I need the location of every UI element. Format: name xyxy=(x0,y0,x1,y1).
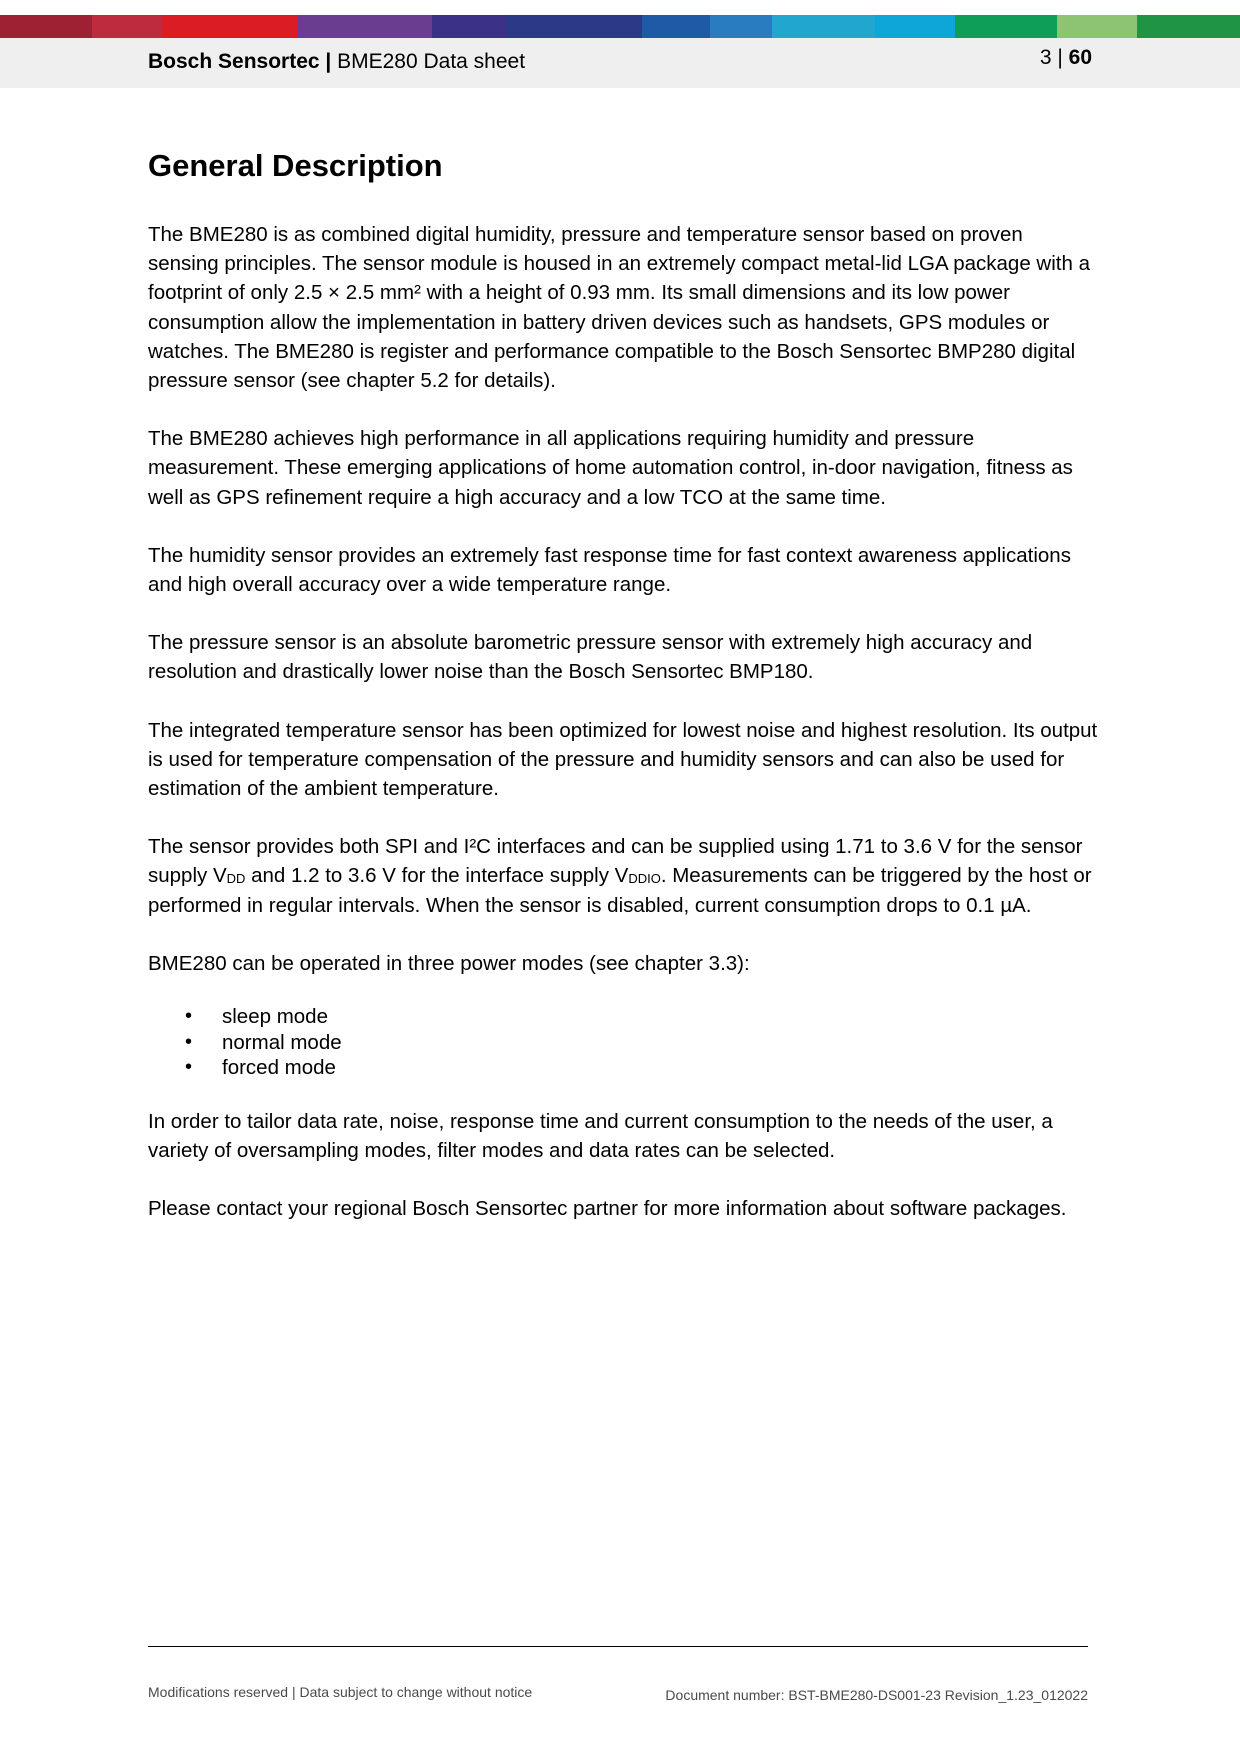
vddio-subscript: DDIO xyxy=(628,871,661,887)
document-title: BME280 Data sheet xyxy=(337,50,526,73)
paragraph-temperature: The integrated temperature sensor has been optimized for lowest noise and highest resolution. Its output is used for temperature compensation of the pressure and humidity sensors and can also be used for estimation of the ambient temperature. xyxy=(148,718,1098,801)
footer-notice: Modifications reserved | Data subject to change without notice xyxy=(148,1684,533,1700)
stripe-segment xyxy=(162,15,297,38)
footer-divider xyxy=(148,1646,1088,1647)
company-name: Bosch Sensortec xyxy=(148,50,320,73)
paragraph-pressure: The pressure sensor is an absolute barometric pressure sensor with extremely high accuracy and resolution and drastically lower noise than the Bosch Sensortec BMP180. xyxy=(148,631,1033,684)
body-content xyxy=(148,220,1098,1252)
stripe-segment xyxy=(432,15,507,38)
paragraph-power-modes: BME280 can be operated in three power modes (see chapter 3.3): xyxy=(148,951,750,975)
stripe-segment xyxy=(297,15,432,38)
brand-color-stripe xyxy=(0,15,1240,38)
stripe-segment xyxy=(0,15,92,38)
paragraph-humidity: The humidity sensor provides an extremely fast response time for fast context awareness applications and high overall accuracy over a wide temperature range. xyxy=(148,543,1071,597)
page-number-separator: | xyxy=(1051,46,1069,69)
stripe-segment xyxy=(507,15,642,38)
page-title: General Description xyxy=(148,148,443,183)
power-modes-list xyxy=(148,1004,1098,1081)
vdd-subscript: DD xyxy=(226,871,246,887)
stripe-segment xyxy=(642,15,710,38)
interfaces-text-2: and 1.2 to 3.6 V for the interface supply V xyxy=(245,864,629,888)
interfaces-text-1: The sensor provides both SPI and I²C interfaces and can be supplied using 1.71 to 3.6 V for the sensor supply V xyxy=(148,835,1083,888)
paragraph-contact: Please contact your regional Bosch Sensortec partner for more information about software packages. xyxy=(148,1196,1067,1220)
footer-document-number: Document number: BST-BME280-DS001-23 Revision_1.23_012022 xyxy=(665,1687,1088,1703)
paragraph-intro: The BME280 is as combined digital humidity, pressure and temperature sensor based on proven sensing principles. The sensor module is housed in an extremely compact metal-lid LGA package with a footprint of only 2.5 × 2.5 mm² with a height of 0.93 mm. Its small dimensions and its low power consumption allow the implementation in battery driven devices such as handsets, GPS modules or watches. The BME280 is register and performance compatible to the Bosch Sensortec BMP280 digital pressure sensor (see chapter 5.2 for details). xyxy=(148,223,1090,393)
list-item: • forced mode xyxy=(148,1055,1098,1081)
stripe-segment xyxy=(92,15,162,38)
page-current: 3 xyxy=(1039,46,1052,69)
stripe-segment xyxy=(875,15,955,38)
paragraph-oversampling: In order to tailor data rate, noise, response time and current consumption to the needs of the user, a variety of oversampling modes, filter modes and data rates can be selected. xyxy=(148,1109,1053,1162)
list-item: • normal mode xyxy=(148,1030,1098,1056)
page-total: 60 xyxy=(1068,46,1092,69)
stripe-segment xyxy=(1057,15,1137,38)
stripe-segment xyxy=(955,15,1057,38)
page-number xyxy=(1040,45,1092,71)
stripe-segment xyxy=(710,15,772,38)
paragraph-performance: The BME280 achieves high performance in all applications requiring humidity and pressure measurement. These emerging applications of home automation control, in-door navigation, fitness as well as GPS refinement require a high accuracy and a low TCO at the same time. xyxy=(148,427,1073,509)
list-item: • sleep mode xyxy=(148,1004,1098,1030)
interfaces-text-3: . Measurements can be triggered by the host or performed in regular intervals. When the sensor is disabled, current consumption drops to 0.1 µA. xyxy=(148,864,1092,917)
header-separator: | xyxy=(319,50,338,73)
stripe-segment xyxy=(1137,15,1240,38)
paragraph-interfaces xyxy=(148,832,1098,920)
stripe-segment xyxy=(772,15,875,38)
running-header xyxy=(148,49,525,75)
